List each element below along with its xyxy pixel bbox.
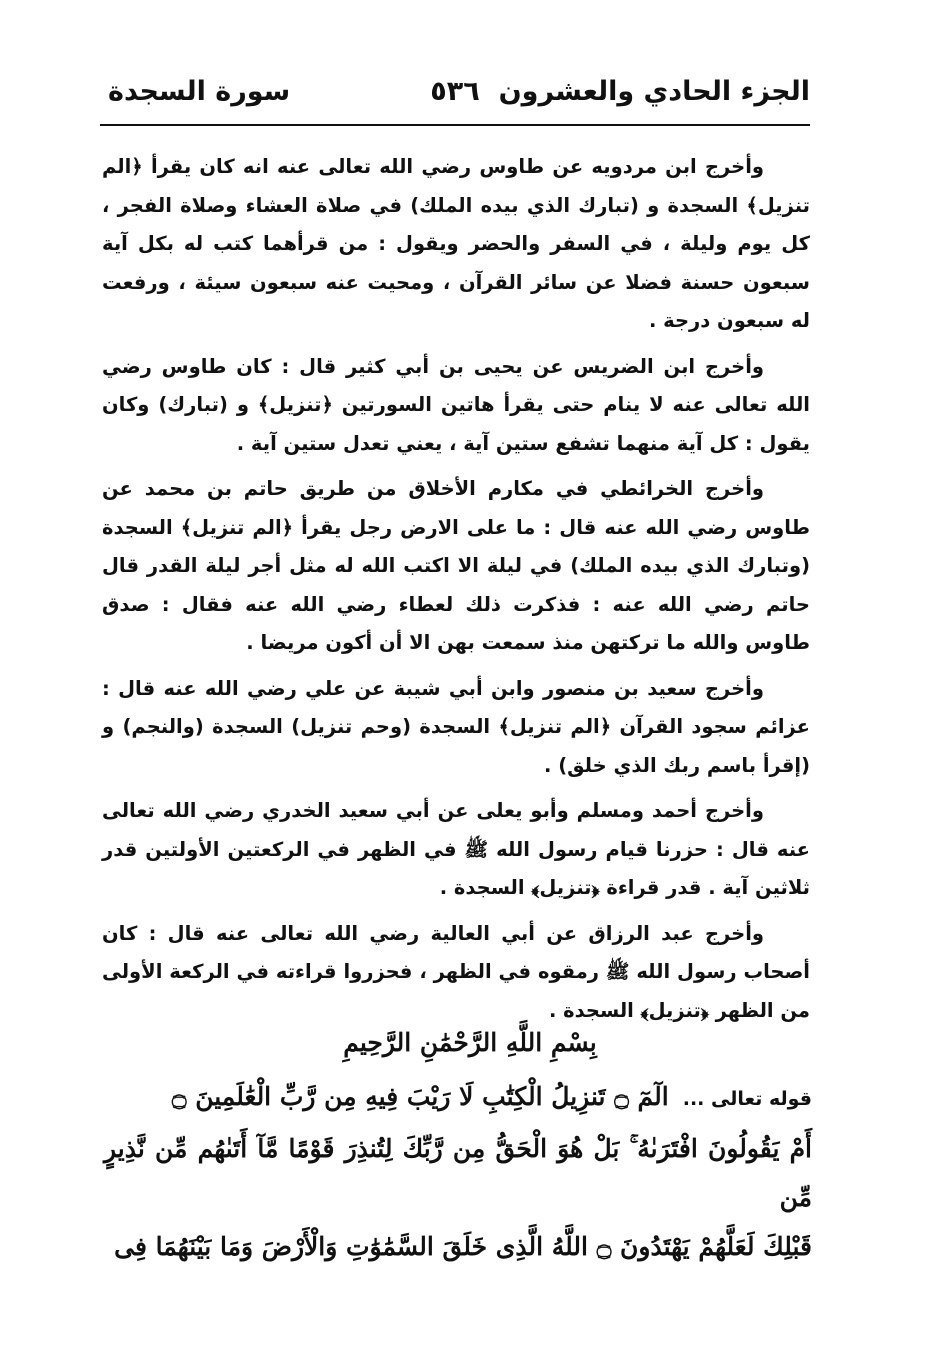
paragraph: وأخرج الخرائطي في مكارم الأخلاق من طريق حاتم بن محمد عن طاوس رضي الله عنه قال : ما على الارض رجل يقرأ ﴿الم تنزيل﴾ السجدة (وتبارك الذي بيده الملك) في ليلة الا اكتب الله له مثل أجر ليلة القدر قال حاتم رضي الله عنه : فذكرت ذلك لعطاء رضي الله عنه فقال : صدق طاوس والله ما تركتهن منذ سمعت بهن الا أن أكون مريضا . xyxy=(102,477,810,654)
paragraph: وأخرج ابن الضريس عن يحيى بن أبي كثير قال : كان طاوس رضي الله تعالى عنه لا ينام حتى يقرأ هاتين السورتين ﴿تنزيل﴾ و (تبارك) وكان يقول : كل آية منهما تشفع ستين آية ، يعني تعدل ستين آية . xyxy=(102,354,810,455)
verse-intro: قوله تعالى ... xyxy=(682,1088,812,1110)
quran-verses xyxy=(104,1072,812,1271)
paragraph: وأخرج أحمد ومسلم وأبو يعلى عن أبي سعيد الخدري رضي الله تعالى عنه قال : حزرنا قيام رسول الله ﷺ في الظهر في الركعتين الأولتين قدر ثلاثين آية . قدر قراءة ﴿تنزيل﴾ السجدة . xyxy=(102,799,810,899)
verse-line xyxy=(104,1072,812,1124)
paragraph: وأخرج عبد الرزاق عن أبي العالية رضي الله تعالى عنه قال : كان أصحاب رسول الله ﷺ رمقوه في الظهر ، فحزروا قراءته في الركعة الأولى من الظهر ﴿تنزيل﴾ السجدة . xyxy=(102,921,810,1022)
verse-line: قَبْلِكَ لَعَلَّهُمْ يَهْتَدُونَ ۝ اللَّهُ الَّذِى خَلَقَ السَّمَٰوَٰتِ وَالْأَرْضَ وَمَا بَيْنَهُمَا فِى xyxy=(114,1232,812,1261)
paragraph: وأخرج ابن مردويه عن طاوس رضي الله تعالى عنه انه كان يقرأ ﴿الم تنزيل﴾ السجدة و (تبارك الذي بيده الملك) في صلاة العشاء وصلاة الفجر ، كل يوم وليلة ، في السفر والحضر ويقول : من قرأهما كتب له بكل آية سبعون حسنة فضلا عن سائر القرآن ، ومحيت عنه سبعون سيئة ، ورفعت له سبعون درجة . xyxy=(102,155,810,332)
page-number: ٥٣٦ xyxy=(430,76,480,107)
verse-text: الٓمٓ ۝ تَنزِيلُ الْكِتَٰبِ لَا رَيْبَ فِيهِ مِن رَّبِّ الْعَٰلَمِينَ ۝ xyxy=(171,1082,669,1111)
part-title: الجزء الحادي والعشرون xyxy=(498,76,810,107)
surah-title: سورة السجدة xyxy=(108,76,291,107)
header-divider xyxy=(100,124,810,126)
body-text xyxy=(102,148,810,1037)
page-header xyxy=(100,72,810,116)
basmala: بِسْمِ اللَّهِ الرَّحْمَٰنِ الرَّحِيمِ xyxy=(343,1028,597,1057)
paragraph: وأخرج سعيد بن منصور وابن أبي شيبة عن علي رضي الله عنه قال : عزائم سجود القرآن ﴿الم تنزيل﴾ السجدة (وحم تنزيل) السجدة (والنجم) و (إقرأ باسم ربك الذي خلق) . xyxy=(102,676,810,777)
verse-line: أَمْ يَقُولُونَ افْتَرَىٰهُ ۚ بَلْ هُوَ الْحَقُّ مِن رَّبِّكَ لِتُنذِرَ قَوْمًا مَّآ أَتَىٰهُم مِّن نَّذِيرٍ مِّن xyxy=(104,1134,812,1212)
